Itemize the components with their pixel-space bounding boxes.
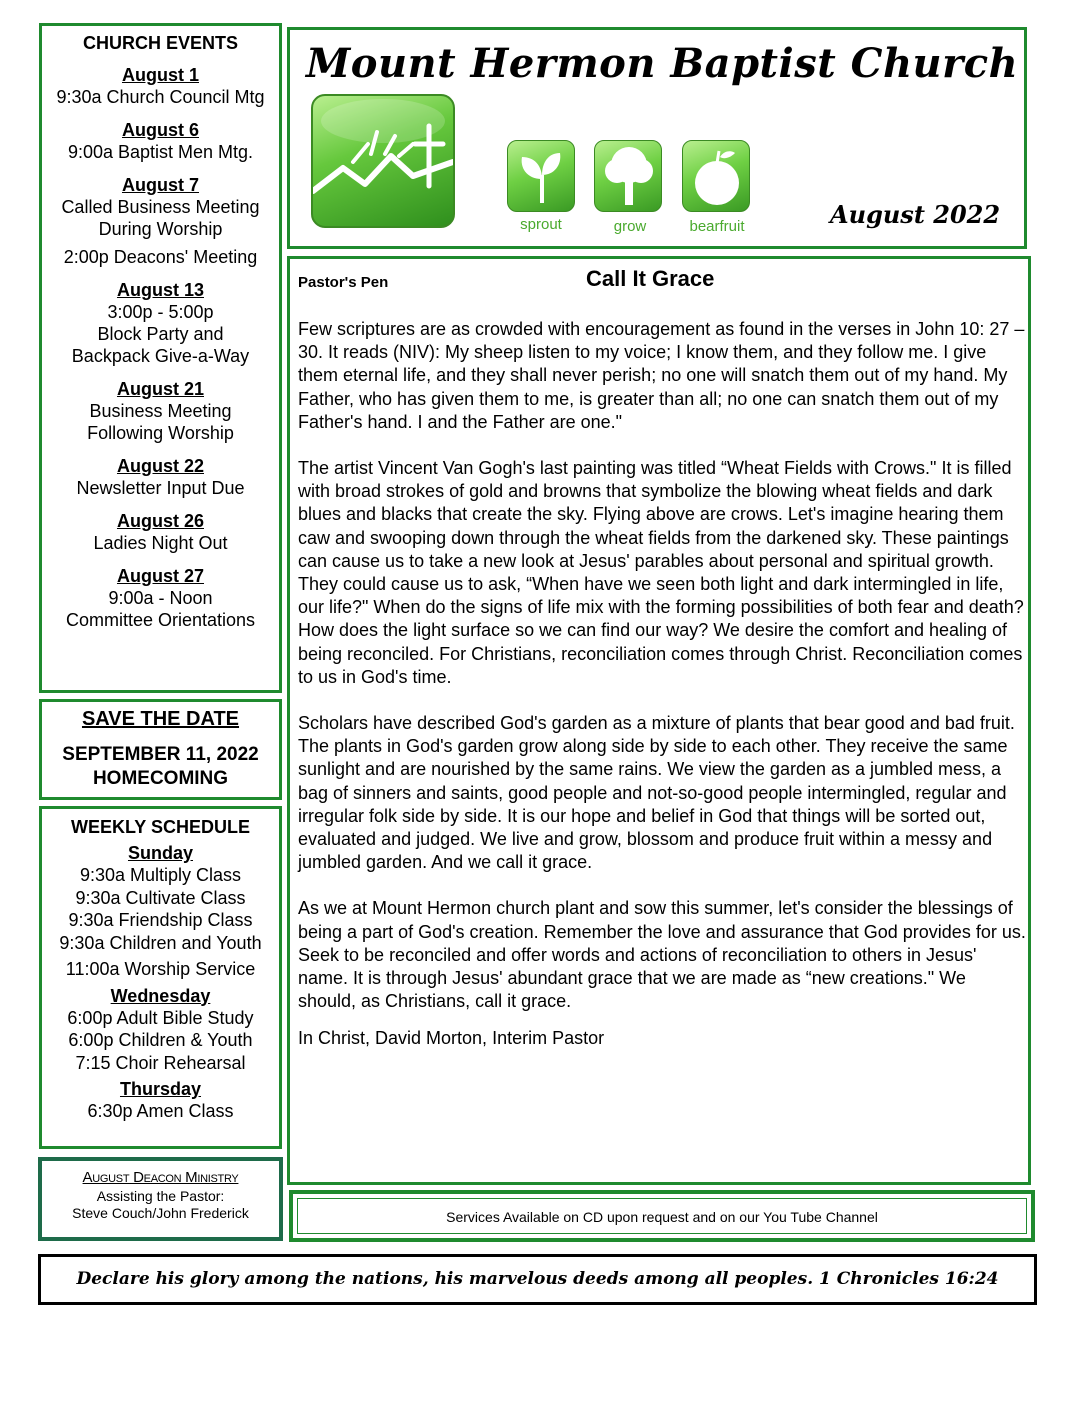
article-paragraph: As we at Mount Hermon church plant and sow this summer, let's consider the blessings of being a part of God's creation. Remember the love and assurance that God provides for us. Seek to be reconciled and offer words and actions of reconciliation to others in Jesus' name. It is through Jesus' abundant grace that we are made as “new creations." We should, as Christians, call it grace. [298,898,1026,1012]
event-detail: 9:00a - Noon [108,588,213,608]
schedule-item: 11:00a Worship Service [65,959,256,979]
event-item [42,64,279,108]
event-date: August 6 [121,120,199,140]
weekly-schedule-panel [39,806,282,1149]
services-banner [289,1190,1035,1242]
schedule-item: 9:30a Cultivate Class [75,887,246,908]
event-item [42,455,279,499]
event-date: August 21 [116,379,204,399]
event-detail: Newsletter Input Due [76,478,245,498]
article-paragraph: The artist Vincent Van Gogh's last painting was titled “Wheat Fields with Crows." It is filled with broad strokes of gold and browns that symbolize the blowing wheat fields and dark blues and blacks that create the sky. Flying above are crows. Let's imagine hearing them caw and swooping down through the wheat fields from the darkened sky. These paintings can cause us to take a new look at Jesus' parables about personal and spiritual growth. They could cause us to ask, “When have we seen both light and dark intermingled in life, our life?" When do the signs of life mix with the forming possibilities of both fear and death? How does the light surface so we can find our way? We desire the comfort and healing of being reconciled. For Christians, reconciliation comes through Christ. Reconciliation comes to us in God's time. [298,458,1024,687]
schedule-item: 9:30a Friendship Class [68,910,253,930]
weekly-schedule-list [42,842,279,1123]
bearfruit-label: bearfruit [689,218,745,235]
event-item [42,565,279,631]
grow-label: grow [613,218,647,235]
event-detail: Committee Orientations [65,610,256,630]
event-item [42,174,279,268]
church-events-heading: CHURCH EVENTS [82,33,238,53]
schedule-day-section [42,985,279,1075]
event-detail: Following Worship [87,423,234,443]
save-the-date-heading: SAVE THE DATE [81,708,240,730]
article-kicker: Pastor's Pen [298,274,389,291]
masthead [287,27,1027,249]
article-paragraph: Scholars have described God's garden as a mixture of plants that bear good and bad fruit. The plants in God's garden grow along side by side to each other. They receive the same sunlight and are nourished by the same rains. We view the garden as a jumbled mess, a bag of sinners and saints, good people and not-so-good people intermingled, regular and irregular folk side by side. It is our hope and belief in God that things will be sorted out, evaluated and judged. We live and grow, blossom and produce fruit within a messy and jumbled garden. And we call it grace. [298,713,1015,873]
save-the-date-panel [39,699,282,800]
schedule-item: 7:15 Choir Rehearsal [75,1052,246,1073]
schedule-item: 9:30a Children and Youth [59,932,262,953]
save-the-date-event: HOMECOMING [92,768,229,789]
event-date: August 26 [116,511,204,531]
schedule-day-section [42,1078,279,1123]
event-item [42,279,279,367]
event-detail: Backpack Give-a-Way [71,346,250,366]
schedule-item: 9:30a Multiply Class [79,865,242,885]
pastors-pen-article [287,256,1031,1185]
event-detail: During Worship [98,219,223,239]
event-item [42,510,279,554]
schedule-day: Wednesday [110,985,211,1006]
church-events-panel [39,23,282,693]
event-detail: 2:00p Deacons' Meeting [63,247,258,267]
footer-verse: Declare his glory among the nations, his marvelous deeds among all peoples. 1 Chronicles 16:24 [38,1254,1037,1305]
church-events-list [42,64,279,631]
event-date: August 22 [116,456,204,476]
sprout-icon [507,140,575,212]
event-detail: Business Meeting [89,401,232,421]
event-date: August 27 [116,566,204,586]
schedule-item: 6:30p Amen Class [87,1101,234,1121]
event-date: August 1 [121,65,199,85]
event-date: August 13 [116,280,204,300]
schedule-item: 6:00p Children & Youth [68,1030,253,1050]
schedule-day: Sunday [127,843,193,863]
event-item [42,378,279,444]
deacon-ministry-names: Steve Couch/John Frederick [72,1205,249,1221]
event-date: August 7 [121,175,199,195]
deacon-ministry-heading: August Deacon Ministry [82,1169,239,1186]
tree-icon [594,140,662,212]
event-detail: 3:00p - 5:00p [107,302,214,322]
article-title: Call It Grace [586,266,715,291]
event-detail: Block Party and [97,324,224,344]
article-body [298,318,1026,1074]
event-item [42,119,279,163]
event-detail: Called Business Meeting [61,197,260,217]
article-paragraph: Few scriptures are as crowded with encouragement as found in the verses in John 10: 27 – 30. It reads (NIV): My sheep listen to my voice; I know them, and they follow me. I give them eternal life, and they shall never perish; no one will snatch them out of my hand. My Father, who has given them to me, is greater than all; no one can snatch them out of my Father's hand. I and the Father are one." [298,319,1025,432]
weekly-schedule-heading: WEEKLY SCHEDULE [70,817,251,837]
issue-date: August 2022 [830,200,1001,229]
services-text: Services Available on CD upon request and on our You Tube Channel [297,1198,1027,1234]
church-logo [311,94,455,228]
apple-icon [682,140,750,212]
schedule-day: Thursday [119,1079,202,1099]
deacon-ministry-line: Assisting the Pastor: [96,1188,225,1204]
article-signoff: In Christ, David Morton, Interim Pastor [298,1028,605,1049]
schedule-day-section [42,842,279,981]
deacon-ministry-panel [38,1157,283,1241]
schedule-item: 6:00p Adult Bible Study [67,1007,254,1028]
mountain-cross-icon [313,96,453,226]
event-detail: 9:30a Church Council Mtg [56,87,265,107]
event-detail: Ladies Night Out [93,533,228,553]
sprout-label: sprout [520,216,562,233]
church-name-title: Mount Hermon Baptist Church [306,40,1019,87]
event-detail: 9:00a Baptist Men Mtg. [67,142,254,162]
save-the-date-date: SEPTEMBER 11, 2022 [62,744,259,765]
